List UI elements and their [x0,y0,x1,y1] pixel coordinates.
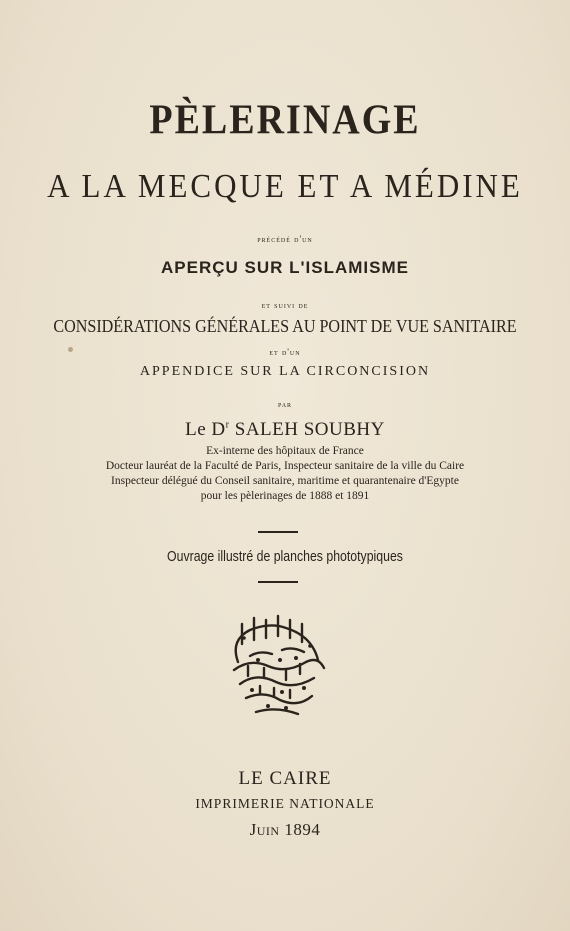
apercu-heading: APERÇU SUR L'ISLAMISME [161,258,409,277]
title-line-2: A LA MECQUE ET A MÉDINE [47,166,523,205]
author-bio-line: Inspecteur délégué du Conseil sanitaire, maritime et quarantenaire d'Egypte [111,475,459,487]
imprint-printer: IMPRIMERIE NATIONALE [195,796,375,811]
arabic-calligraphy-seal-icon [220,610,335,725]
imprint-date: Juin 1894 [249,820,321,839]
illustration-note: Ouvrage illustré de planches phototypiques [167,548,403,565]
author-prefix: Le D [185,419,226,440]
suivi-label: et suivi de [261,300,309,310]
par-label: par [277,399,293,409]
dun-label: et d'un [269,347,301,357]
considerations-heading: CONSIDÉRATIONS GÉNÉRALES AU POINT DE VUE SANITAIRE [53,316,517,336]
divider-rule [258,531,298,533]
paper-stain [68,347,73,352]
author-bio-line: Ex-interne des hôpitaux de France [206,445,364,457]
author-bio-line: Docteur lauréat de la Faculté de Paris, Inspecteur sanitaire de la ville du Caire [105,460,465,472]
precede-label: précédé d'un [257,234,313,244]
imprint-city: LE CAIRE [238,768,332,789]
author-bio-line: pour les pèlerinages de 1888 et 1891 [200,490,370,502]
author-prefix-suffix: r [225,419,230,431]
appendice-heading: APPENDICE SUR LA CIRCONCISION [139,364,431,379]
divider-rule [258,581,298,583]
author-surname: SALEH SOUBHY [234,419,385,440]
title-line-1: PÈLERINAGE [149,96,421,144]
author-name [0,419,570,441]
